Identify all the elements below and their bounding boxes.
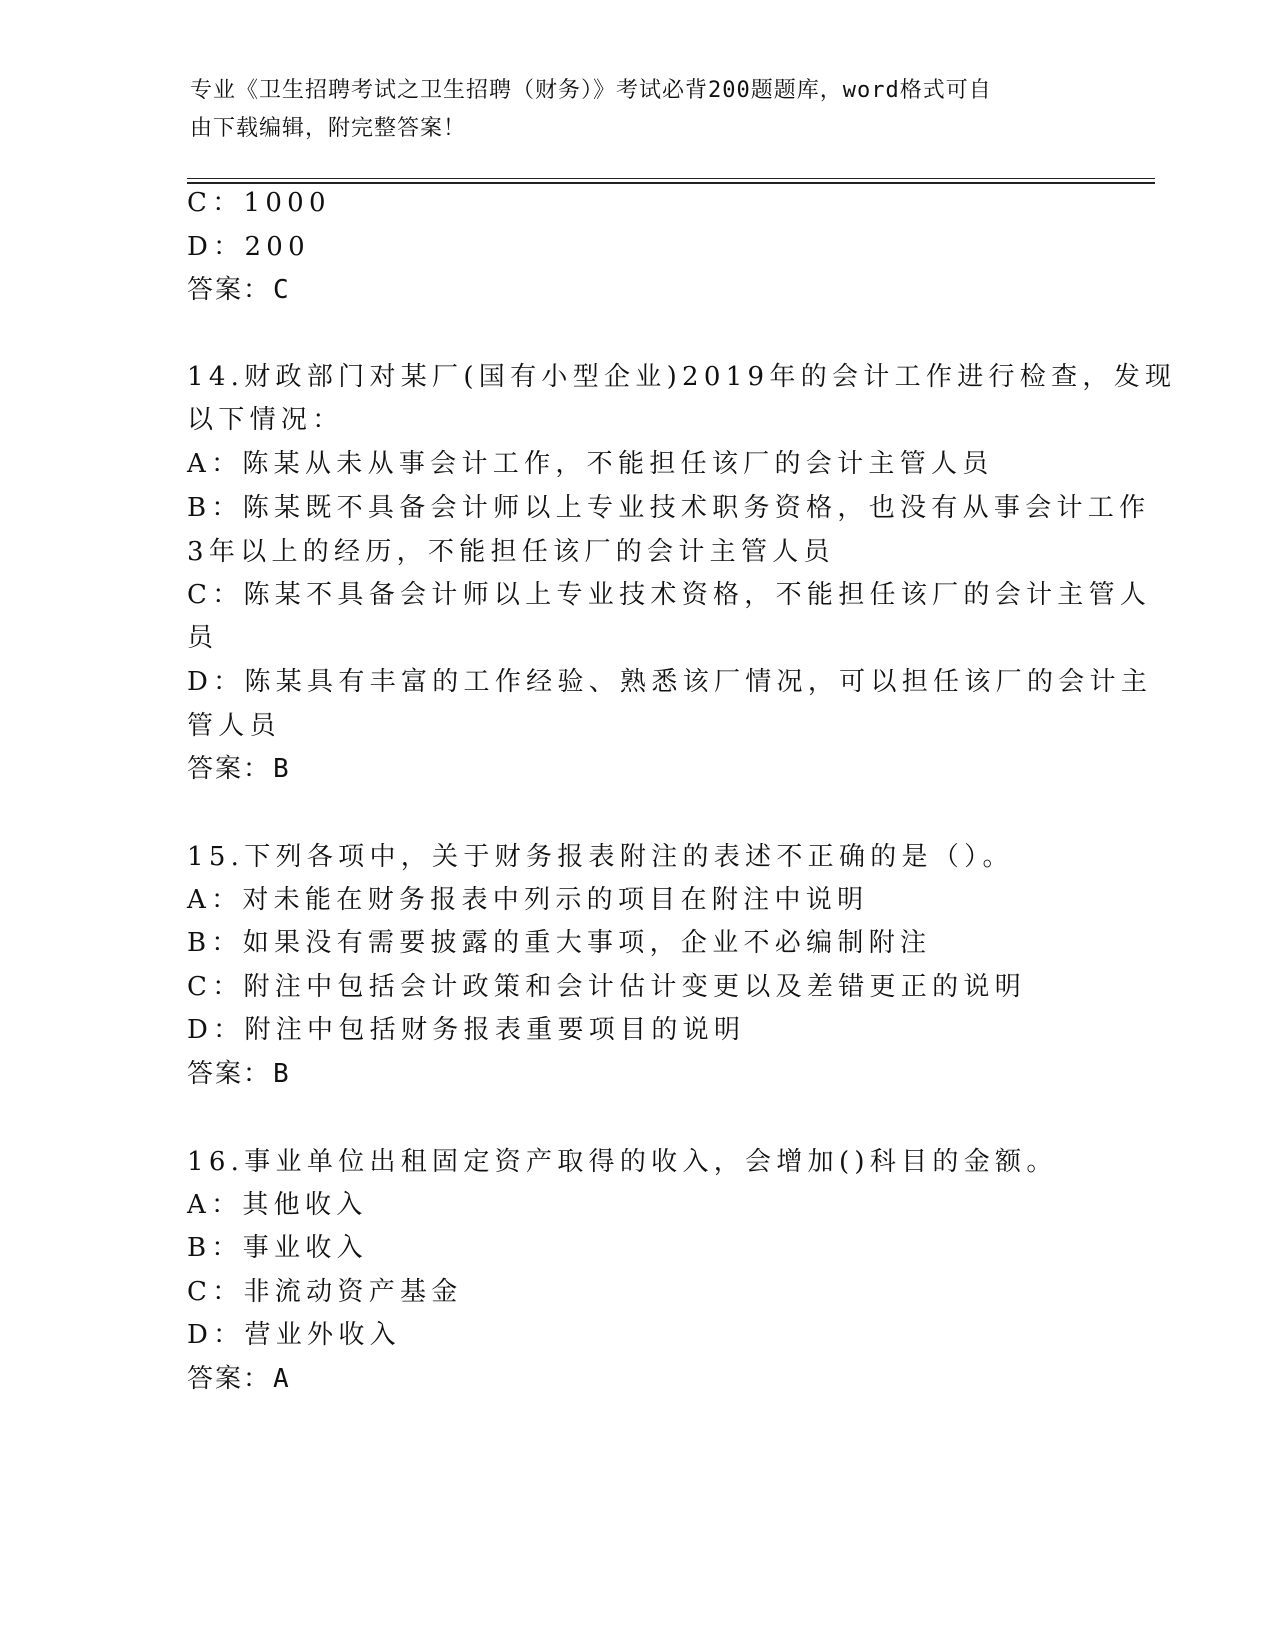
question-14-option-d-line-1: D：陈某具有丰富的工作经验、熟悉该厂情况，可以担任该厂的会计主 xyxy=(187,667,1153,697)
answer-label: 答案： xyxy=(187,1059,272,1089)
question-14-answer xyxy=(187,752,1087,786)
answer-value: B xyxy=(273,1059,291,1089)
question-14-option-d-line-2: 管人员 xyxy=(187,711,281,741)
answer-value: A xyxy=(273,1364,291,1394)
question-14-stem-line-2: 以下情况： xyxy=(187,405,344,435)
question-16-answer xyxy=(187,1362,1087,1396)
question-15-option-c: C：附注中包括会计政策和会计估计变更以及差错更正的说明 xyxy=(187,972,1026,1002)
option-c-prev: C：1000 xyxy=(187,188,331,218)
answer-label: 答案： xyxy=(187,275,272,305)
question-14-option-b-line-1: B：陈某既不具备会计师以上专业技术职务资格，也没有从事会计工作 xyxy=(187,493,1151,523)
document-header xyxy=(190,72,1090,148)
answer-label: 答案： xyxy=(187,754,272,784)
question-15-answer xyxy=(187,1057,1087,1091)
question-14-option-c-line-1: C：陈某不具备会计师以上专业技术资格，不能担任该厂的会计主管人 xyxy=(187,580,1152,610)
question-15-option-d: D：附注中包括财务报表重要项目的说明 xyxy=(187,1015,746,1045)
question-14-option-c-line-2: 员 xyxy=(187,623,219,653)
header-line-2: 由下载编辑，附完整答案！ xyxy=(190,116,467,141)
question-16-stem: 16.事业单位出租固定资产取得的收入，会增加()科目的金额。 xyxy=(187,1147,1058,1177)
question-16-option-a: A：其他收入 xyxy=(187,1190,368,1220)
question-14-stem-line-1: 14.财政部门对某厂(国有小型企业)2019年的会计工作进行检查，发现 xyxy=(187,362,1177,392)
option-d-prev: D：200 xyxy=(187,232,310,262)
question-15-stem: 15.下列各项中，关于财务报表附注的表述不正确的是（）。 xyxy=(187,842,1014,872)
question-16-option-c: C：非流动资产基金 xyxy=(187,1277,463,1307)
question-16-option-b: B：事业收入 xyxy=(187,1233,368,1263)
question-15-option-b: B：如果没有需要披露的重大事项，企业不必编制附注 xyxy=(187,928,932,958)
question-14-option-b-line-2: 3年以上的经历，不能担任该厂的会计主管人员 xyxy=(187,537,835,567)
answer-value: B xyxy=(273,754,291,784)
header-divider-thin xyxy=(187,178,1155,179)
header-divider-thick xyxy=(187,182,1155,184)
question-15-option-a: A：对未能在财务报表中列示的项目在附注中说明 xyxy=(187,885,869,915)
answer-prev xyxy=(187,273,1087,307)
question-14-option-a: A：陈某从未从事会计工作，不能担任该厂的会计主管人员 xyxy=(187,449,994,479)
header-line-1: 专业《卫生招聘考试之卫生招聘（财务）》考试必背200题题库，word格式可自 xyxy=(190,78,992,103)
question-16-option-d: D：营业外收入 xyxy=(187,1320,401,1350)
answer-label: 答案： xyxy=(187,1364,272,1394)
answer-value: C xyxy=(273,275,291,305)
